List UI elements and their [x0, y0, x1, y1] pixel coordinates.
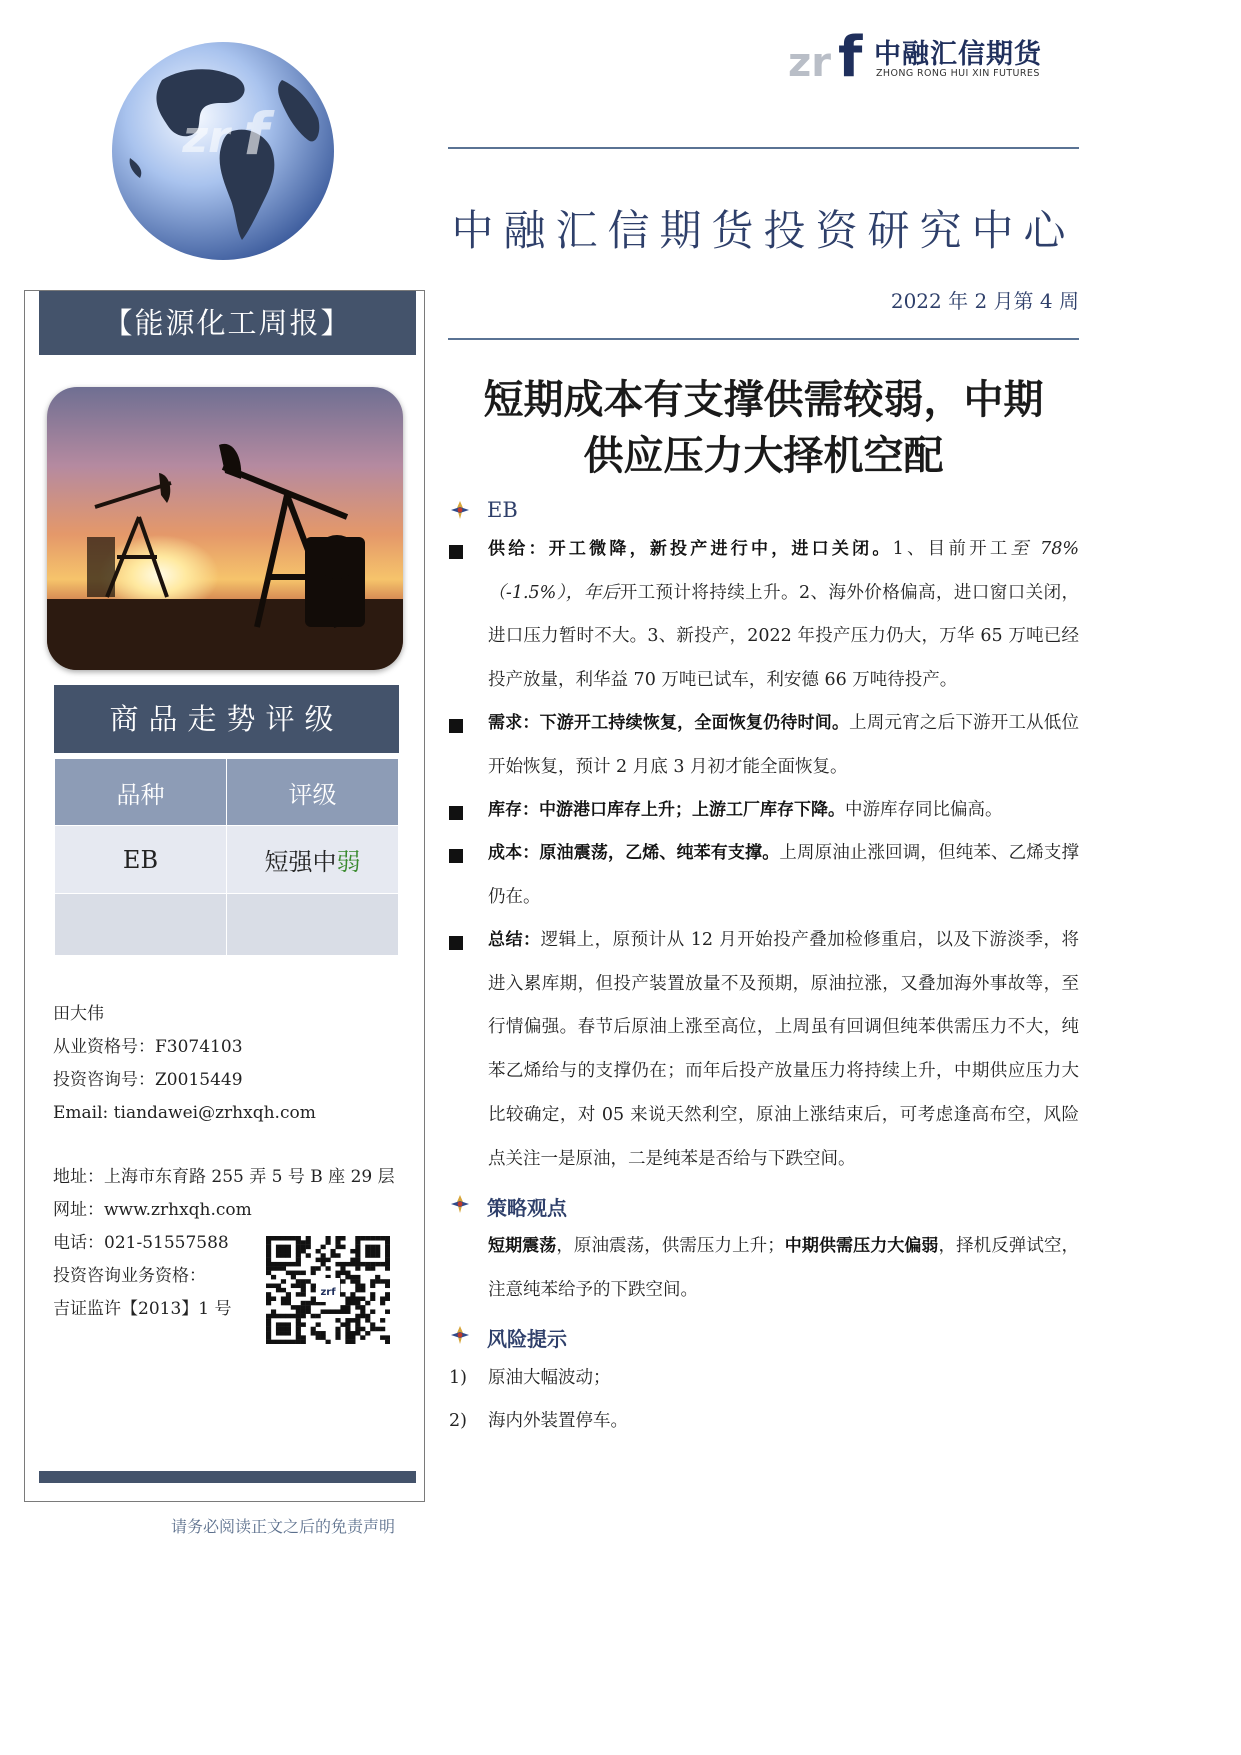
inventory-label: 库存： — [488, 800, 539, 820]
supply-text-a: 1、目前开工 — [892, 539, 1011, 559]
section-risk-label: 风险提示 — [487, 1327, 567, 1351]
rating-strong-text: 短强中 — [264, 848, 337, 876]
risk-item-1-text: 原油大幅波动； — [488, 1368, 611, 1388]
disclaimer-note: 请务必阅读正文之后的免责声明 — [171, 1517, 396, 1536]
svg-text:f: f — [243, 100, 269, 168]
license-number: 吉证监许【2013】1 号 — [53, 1299, 232, 1319]
header-divider — [448, 147, 1079, 149]
demand-lead: 下游开工持续恢复，全面恢复仍待时间。 — [539, 713, 850, 733]
report-title-line2: 供应压力大择机空配 — [583, 433, 944, 479]
section-marker-icon — [449, 1324, 471, 1346]
rating-column-header: 评级 — [227, 759, 399, 826]
bullet-square-icon — [449, 545, 463, 559]
section-strategy-label: 策略观点 — [487, 1196, 567, 1220]
supply-text-italic: 至 78%（-1.5%），年后 — [488, 539, 1080, 603]
bullet-square-icon — [449, 806, 463, 820]
svg-text:zrf: zrf — [320, 1287, 336, 1298]
company-website: 网址：www.zrhxqh.com — [53, 1200, 252, 1220]
summary-text: 逻辑上，原预计从 12 月开始投产叠加检修重启，以及下游淡季，将进入累库期，但投产装置放量不及预期，原油拉涨，又叠加海外事故等，至行情偏强。春节后原油上涨至高位，上周虽有回调但纯苯供需压力不大，纯苯乙烯给与的支撑仍在；而年后投产放量压力将持续上升，中期供应压力大比较确定，对 05 来说天然利空，原油上涨结束后，可考虑逢高布空，风险点关注一是原油，二是纯苯是否给与下跌空间。 — [488, 930, 1079, 1169]
strategy-paragraph — [488, 1225, 1079, 1312]
sidebar-panel — [24, 290, 425, 1502]
demand-label: 需求： — [488, 713, 540, 733]
demand-text: 上周元宵之后下游开工从低位开始恢复，预计 2 月底 3 月初才能全面恢复。 — [488, 713, 1080, 777]
cost-label: 成本： — [488, 843, 540, 863]
license-label: 投资咨询业务资格： — [53, 1266, 206, 1286]
bullet-square-icon — [449, 936, 463, 950]
risk-item-1-number: 1) — [449, 1368, 467, 1388]
cost-paragraph — [488, 832, 1079, 919]
risk-item-2-text: 海内外装置停车。 — [488, 1411, 628, 1431]
section-marker-icon — [449, 499, 471, 521]
report-type-banner: 【能源化工周报】 — [39, 291, 416, 355]
globe-illustration — [110, 40, 336, 262]
oil-pumpjack-image — [47, 387, 403, 670]
research-center-title: 中融汇信期货投资研究中心 — [451, 206, 1076, 255]
table-row — [55, 826, 399, 894]
supply-lead: 开工微降，新投产进行中，进口关闭。 — [548, 539, 893, 559]
strategy-text-2: ，择机反弹试空，注意纯苯给予的下跌空间。 — [488, 1236, 1080, 1300]
rating-section-title: 商品走势评级 — [54, 685, 399, 753]
bullet-square-icon — [449, 849, 463, 863]
cost-lead: 原油震荡，乙烯、纯苯有支撑。 — [539, 843, 780, 863]
sidebar-footer-bar — [39, 1471, 416, 1483]
risk-item-2-number: 2) — [449, 1411, 467, 1431]
issue-date: 2022 年 2 月第 4 周 — [890, 289, 1079, 313]
report-title-line1: 短期成本有支撑供需较弱，中期 — [483, 377, 1044, 423]
table-row-empty — [55, 894, 399, 956]
analyst-info — [53, 998, 316, 1130]
svg-text:f: f — [838, 26, 863, 84]
summary-paragraph — [488, 919, 1079, 1181]
product-cell: EB — [55, 826, 227, 894]
qr-code-icon — [266, 1236, 390, 1344]
supply-text-b: 开工预计将持续上升。2、海外价格偏高，进口窗口关闭，进口压力暂时不大。3、新投产，2022 年投产压力仍大，万华 65 万吨已经投产放量，利华益 70 万吨已试车，利安德 66 万吨待投产。 — [488, 582, 1079, 691]
supply-label: 供给： — [488, 539, 549, 559]
strategy-bold-2: 中期供需压力大偏弱 — [784, 1236, 939, 1256]
inventory-paragraph — [488, 789, 1079, 833]
zrf-logo-mark — [788, 26, 868, 84]
bullet-square-icon — [449, 719, 463, 733]
summary-label: 总结： — [488, 930, 541, 950]
logo-chinese-name: 中融汇信期货 — [874, 39, 1042, 70]
empty-cell — [227, 894, 399, 956]
inventory-lead: 中游港口库存上升；上游工厂库存下降。 — [539, 800, 845, 820]
rating-table-header — [55, 759, 399, 826]
analyst-name: 田大伟 — [53, 1004, 104, 1024]
analyst-consult-number: 投资咨询号：Z0015449 — [53, 1070, 243, 1090]
demand-paragraph — [488, 702, 1079, 789]
inventory-text: 中游库存同比偏高。 — [845, 800, 1003, 820]
logo-english-name: ZHONG RONG HUI XIN FUTURES — [876, 68, 1040, 79]
strategy-bold-1: 短期震荡 — [488, 1236, 557, 1256]
company-logo — [788, 26, 1048, 88]
section-eb-label: EB — [487, 498, 518, 522]
report-title — [448, 372, 1079, 484]
rating-cell — [227, 826, 399, 894]
product-column-header: 品种 — [55, 759, 227, 826]
rating-table — [54, 758, 399, 956]
cost-text: 上周原油止涨回调，但纯苯、乙烯支撑仍在。 — [488, 843, 1080, 907]
svg-text:zr: zr — [788, 40, 832, 84]
empty-cell — [55, 894, 227, 956]
analyst-email: Email: tiandawei@zrhxqh.com — [53, 1103, 316, 1123]
company-phone: 电话：021-51557588 — [53, 1233, 229, 1253]
supply-paragraph — [488, 528, 1079, 703]
section-marker-icon — [449, 1193, 471, 1215]
strategy-text-1: ，原油震荡，供需压力上升； — [556, 1236, 785, 1256]
rating-weak-text: 弱 — [336, 848, 361, 876]
svg-text:zr: zr — [182, 112, 230, 163]
company-address: 地址：上海市东育路 255 弄 5 号 B 座 29 层 — [53, 1167, 395, 1187]
date-divider — [448, 338, 1079, 340]
analyst-qualification: 从业资格号：F3074103 — [53, 1037, 243, 1057]
